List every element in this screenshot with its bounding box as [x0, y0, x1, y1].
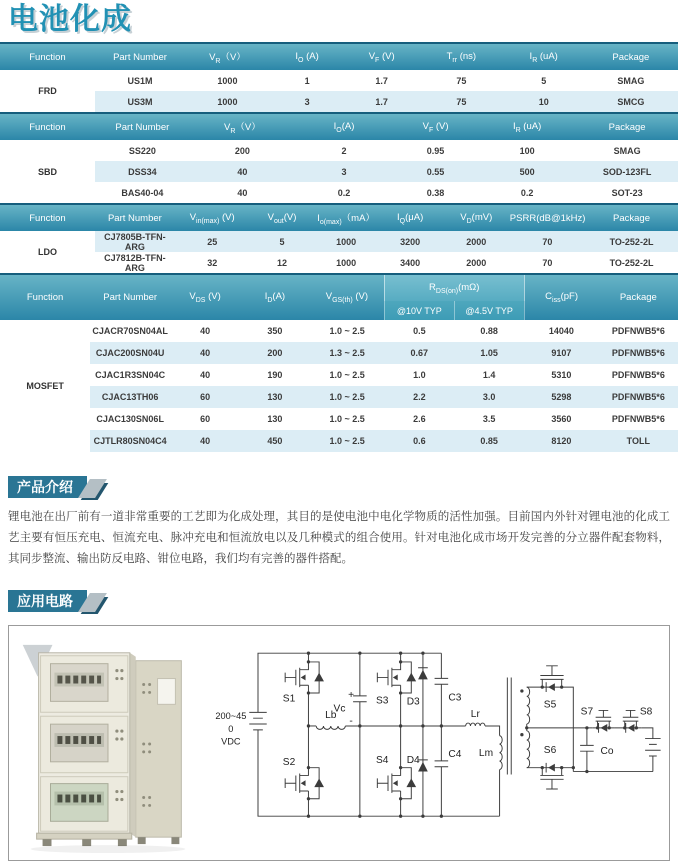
value-cell: SMAG	[576, 140, 678, 161]
co-label: Co	[600, 746, 614, 758]
vc-label: Vc	[333, 703, 346, 715]
value-cell: 1000	[185, 91, 270, 112]
vc-minus-label: -	[349, 716, 353, 728]
value-cell: TOLL	[599, 430, 678, 452]
part-number-cell: CJ7805B-TFN-ARG	[95, 231, 175, 252]
value-cell: 100	[478, 140, 576, 161]
value-cell: 60	[170, 386, 240, 408]
column-header: Function	[0, 43, 95, 70]
column-header: $V_F$ (V)	[393, 113, 478, 140]
value-cell: 1.4	[454, 364, 524, 386]
table-row	[0, 140, 678, 161]
value-cell: 190	[240, 364, 310, 386]
value-cell: 75	[419, 91, 504, 112]
equipment-photo	[10, 627, 204, 855]
s6-label: S6	[543, 745, 557, 757]
value-cell: SMAG	[584, 70, 678, 91]
value-cell: 40	[170, 364, 240, 386]
value-cell: 450	[240, 430, 310, 452]
value-cell: SOT-23	[576, 182, 678, 203]
value-cell: 130	[240, 408, 310, 430]
value-cell: PDFNWB5*6	[599, 386, 678, 408]
value-cell: TO-252-2L	[585, 231, 678, 252]
value-cell: 1.0 ~ 2.5	[310, 430, 385, 452]
value-cell: 10	[504, 91, 584, 112]
function-cell: LDO	[0, 231, 95, 273]
value-cell: 14040	[524, 320, 599, 342]
column-header: @4.5V TYP	[454, 301, 524, 320]
value-cell: 0.55	[393, 161, 478, 182]
value-cell: 1000	[315, 231, 378, 252]
value-cell: 130	[240, 386, 310, 408]
s8-label: S8	[639, 706, 653, 718]
function-cell: MOSFET	[0, 320, 90, 452]
part-number-cell: CJAC130SN06L	[90, 408, 170, 430]
ldo-table-container	[0, 203, 678, 273]
part-number-cell: DSS34	[95, 161, 190, 182]
value-cell: 2000	[443, 231, 510, 252]
table-row	[0, 342, 678, 364]
value-cell: 40	[170, 320, 240, 342]
cabinet-module	[41, 656, 128, 713]
value-cell: 70	[510, 252, 585, 273]
value-cell: 0.85	[454, 430, 524, 452]
value-cell: 60	[170, 408, 240, 430]
application-circuit-schematic	[206, 627, 668, 855]
column-header: Function	[0, 113, 95, 140]
d4-label: D4	[406, 754, 420, 766]
s3-label: S3	[375, 695, 389, 707]
table-row	[0, 231, 678, 252]
value-cell: 0.67	[384, 342, 454, 364]
value-cell: 0.95	[393, 140, 478, 161]
back-cabinet	[136, 661, 182, 844]
value-cell: 1.0 ~ 2.5	[310, 408, 385, 430]
value-cell: 40	[190, 182, 295, 203]
value-cell: 2.2	[384, 386, 454, 408]
column-header: Part Number	[95, 113, 190, 140]
application-circuit-box	[8, 625, 670, 861]
column-header: $V_{out}(V)$	[249, 204, 314, 231]
column-header: $I_O(A)$	[295, 113, 393, 140]
c4-label: C4	[448, 749, 462, 761]
value-cell: 1	[270, 70, 345, 91]
part-number-cell: US3M	[95, 91, 185, 112]
column-header: Package	[599, 274, 678, 320]
frd-table-container	[0, 42, 678, 112]
s7-label: S7	[580, 706, 594, 718]
intro-section-badge: 产品介绍	[8, 476, 87, 498]
value-cell: TO-252-2L	[585, 252, 678, 273]
part-number-cell: CJTLR80SN04C4	[90, 430, 170, 452]
spec-table-sbd	[0, 112, 678, 203]
value-cell: 5	[504, 70, 584, 91]
column-header: $V_F$ (V)	[344, 43, 419, 70]
value-cell: 2000	[443, 252, 510, 273]
value-cell: 1.0 ~ 2.5	[310, 320, 385, 342]
value-cell: 0.88	[454, 320, 524, 342]
spec-table-frd	[0, 42, 678, 112]
column-header: @10V TYP	[384, 301, 454, 320]
column-header: PSRR(dB@1kHz)	[510, 204, 585, 231]
spec-table-mosfet	[0, 273, 678, 452]
column-header: $V_{GS(th)}$ (V)	[310, 274, 385, 320]
column-header: Part Number	[90, 274, 170, 320]
value-cell: 3.5	[454, 408, 524, 430]
lm-label: Lm	[478, 748, 494, 760]
column-header: $V_{DS}$ (V)	[170, 274, 240, 320]
value-cell: 8120	[524, 430, 599, 452]
part-number-cell: BAS40-04	[95, 182, 190, 203]
spec-tables	[0, 42, 678, 452]
column-header: $I_O$ (A)	[270, 43, 345, 70]
table-row	[0, 182, 678, 203]
column-header: Part Number	[95, 43, 185, 70]
column-header: Function	[0, 274, 90, 320]
value-cell: 1000	[185, 70, 270, 91]
s4-label: S4	[375, 754, 389, 766]
table-row	[0, 91, 678, 112]
value-cell: 3	[270, 91, 345, 112]
value-cell: 1.05	[454, 342, 524, 364]
function-cell: FRD	[0, 70, 95, 112]
value-cell: 3.0	[454, 386, 524, 408]
source-voltage-label: VDC	[221, 736, 241, 747]
column-header: $V_{in(max)}$ (V)	[175, 204, 250, 231]
mosfet-table-container	[0, 273, 678, 452]
c3-label: C3	[448, 692, 462, 704]
part-number-cell: CJAC200SN04U	[90, 342, 170, 364]
value-cell: 5	[249, 231, 314, 252]
column-header: $I_{o(max)}(mA)$	[315, 204, 378, 231]
lb-label: Lb	[325, 710, 337, 722]
part-number-cell: SS220	[95, 140, 190, 161]
s1-label: S1	[282, 693, 296, 705]
lr-label: Lr	[470, 709, 480, 721]
schematic-symbols	[301, 652, 638, 818]
value-cell: 350	[240, 320, 310, 342]
part-number-cell: CJAC13TH06	[90, 386, 170, 408]
schematic-wires	[249, 653, 660, 816]
table-row	[0, 364, 678, 386]
value-cell: 5310	[524, 364, 599, 386]
value-cell: 1.3 ~ 2.5	[310, 342, 385, 364]
column-header: Package	[576, 113, 678, 140]
d3-label: D3	[406, 696, 420, 708]
value-cell: PDFNWB5*6	[599, 320, 678, 342]
table-row	[0, 70, 678, 91]
value-cell: 0.2	[295, 182, 393, 203]
intro-section	[0, 476, 678, 498]
value-cell: 9107	[524, 342, 599, 364]
value-cell: 40	[190, 161, 295, 182]
circuit-section-badge: 应用电路	[8, 590, 87, 612]
value-cell: 1000	[315, 252, 378, 273]
value-cell: 12	[249, 252, 314, 273]
column-header: Part Number	[95, 204, 175, 231]
column-header: $V_D(mV)$	[443, 204, 510, 231]
column-header: $I_D(A)$	[240, 274, 310, 320]
value-cell: 2	[295, 140, 393, 161]
source-voltage-label: 0	[228, 723, 234, 734]
value-cell: 25	[175, 231, 250, 252]
column-header: $I_R$ (uA)	[504, 43, 584, 70]
value-cell: 0.6	[384, 430, 454, 452]
sbd-table-container	[0, 112, 678, 203]
value-cell: SOD-123FL	[576, 161, 678, 182]
part-number-cell: CJ7812B-TFN-ARG	[95, 252, 175, 273]
function-cell: SBD	[0, 140, 95, 203]
value-cell: PDFNWB5*6	[599, 408, 678, 430]
value-cell: 3560	[524, 408, 599, 430]
value-cell: 1.0 ~ 2.5	[310, 386, 385, 408]
column-header: Function	[0, 204, 95, 231]
value-cell: 32	[175, 252, 250, 273]
value-cell: 3	[295, 161, 393, 182]
cabinet-module	[41, 777, 128, 832]
value-cell: 70	[510, 231, 585, 252]
value-cell: PDFNWB5*6	[599, 342, 678, 364]
value-cell: 75	[419, 70, 504, 91]
table-row	[0, 430, 678, 452]
table-row	[0, 161, 678, 182]
value-cell: SMCG	[584, 91, 678, 112]
value-cell: 200	[240, 342, 310, 364]
part-number-cell: US1M	[95, 70, 185, 91]
value-cell: 1.0	[384, 364, 454, 386]
column-header: $R_{DS(on)}(m\Omega)$	[384, 274, 524, 301]
value-cell: 1.7	[344, 91, 419, 112]
value-cell: 3200	[378, 231, 443, 252]
value-cell: 40	[170, 342, 240, 364]
source-voltage-label: 200~45	[215, 711, 247, 722]
page-title: 电池化成	[8, 3, 132, 36]
part-number-cell: CJACR70SN04AL	[90, 320, 170, 342]
column-header: $I_Q(\mu A)$	[378, 204, 443, 231]
part-number-cell: CJAC1R3SN04C	[90, 364, 170, 386]
value-cell: 500	[478, 161, 576, 182]
cabinet-module	[41, 716, 128, 773]
column-header: Package	[584, 43, 678, 70]
intro-paragraph: 锂电池在出厂前有一道非常重要的工艺即为化成处理，其目的是使电池中电化学物质的活性加强。目前国内外针对锂电池的化成工艺主要有恒压充电、恒流充电、脉冲充电和恒流放电以及几种模式的组合使用。针对电池化成市场开发完善的分立器件配套物料，其同步整流、输出防反电路、钳位电路，我们均有完善的器件搭配。	[8, 511, 670, 565]
value-cell: 1.7	[344, 70, 419, 91]
s5-label: S5	[543, 699, 557, 711]
column-header: Package	[585, 204, 678, 231]
value-cell: 2.6	[384, 408, 454, 430]
spec-table-ldo	[0, 203, 678, 273]
value-cell: 0.5	[384, 320, 454, 342]
value-cell: PDFNWB5*6	[599, 364, 678, 386]
value-cell: 3400	[378, 252, 443, 273]
column-header: $V_R(V)$	[185, 43, 270, 70]
value-cell: 200	[190, 140, 295, 161]
circuit-section	[0, 590, 678, 612]
value-cell: 1.0 ~ 2.5	[310, 364, 385, 386]
value-cell: 0.2	[478, 182, 576, 203]
table-row	[0, 408, 678, 430]
table-row	[0, 386, 678, 408]
table-row	[0, 252, 678, 273]
column-header: $T_{rr}$ (ns)	[419, 43, 504, 70]
table-row	[0, 320, 678, 342]
s2-label: S2	[282, 756, 296, 768]
value-cell: 5298	[524, 386, 599, 408]
vc-plus-label: +	[348, 689, 355, 701]
value-cell: 0.38	[393, 182, 478, 203]
column-header: $C_{iss}(pF)$	[524, 274, 599, 320]
column-header: $I_R$ (uA)	[478, 113, 576, 140]
value-cell: 40	[170, 430, 240, 452]
column-header: $V_R(V)$	[190, 113, 295, 140]
